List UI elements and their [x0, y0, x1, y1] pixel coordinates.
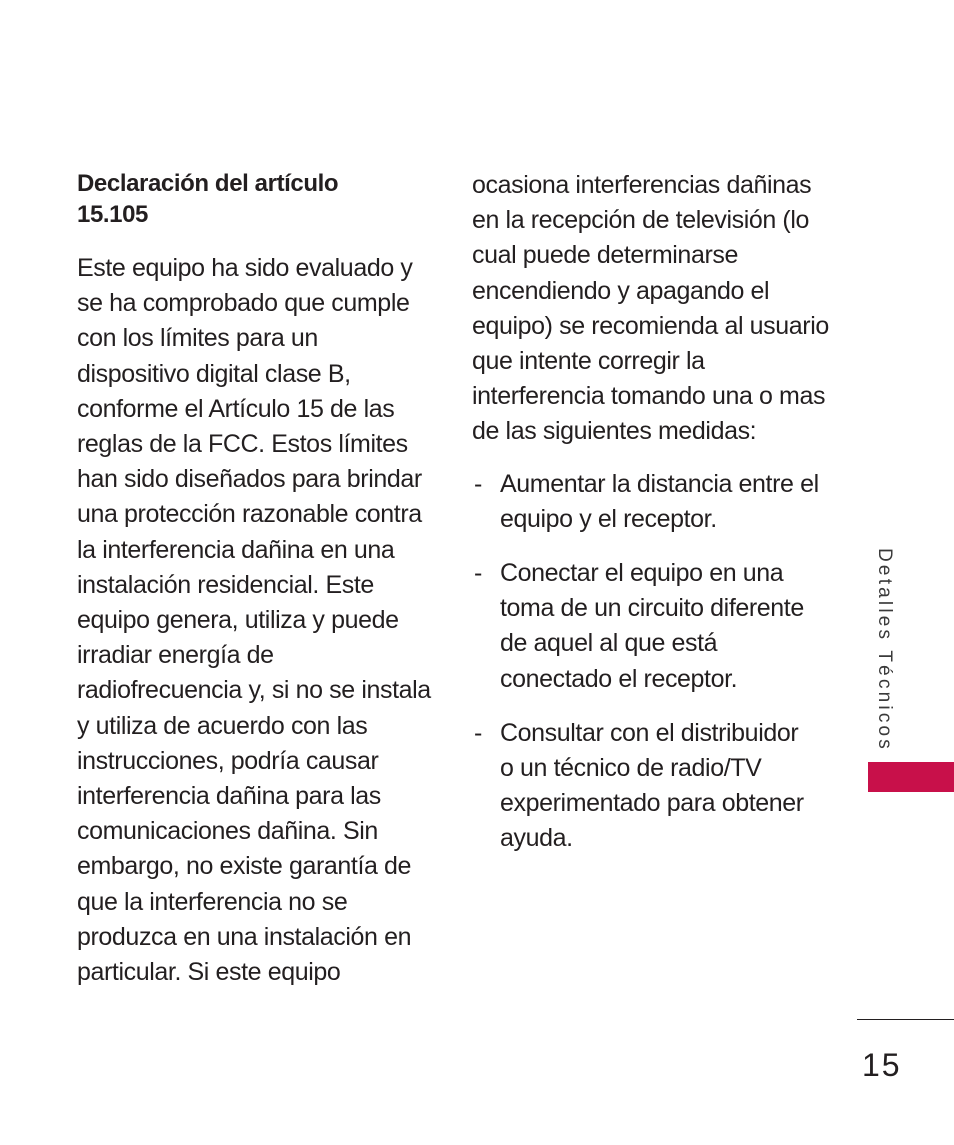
text-line: particular. Si este equipo: [77, 958, 341, 987]
text-line: instrucciones, podría causar: [77, 746, 379, 775]
text-line: Consultar con el distribuidor: [500, 718, 799, 747]
text-line: ocasiona interferencias dañinas: [472, 171, 812, 199]
text-line: con los límites para un: [77, 324, 318, 353]
right-column: [472, 168, 832, 876]
text-line: cual puede determinarse: [472, 241, 738, 270]
page-number: 15: [862, 1047, 902, 1083]
heading-line: 15.105: [77, 201, 149, 228]
footer-divider: [857, 1019, 954, 1020]
text-line: instalación residencial. Este: [77, 570, 374, 599]
body-paragraph: [472, 168, 832, 450]
text-line: Aumentar la distancia entre el: [500, 469, 819, 498]
section-heading: [77, 168, 427, 230]
text-line: que intente corregir la: [472, 347, 705, 376]
body-paragraph: [77, 251, 431, 990]
text-line: de aquel al que está: [500, 629, 718, 658]
text-line: o un técnico de radio/TV: [500, 754, 762, 783]
bullet-dash: -: [474, 469, 482, 498]
list-item: [472, 556, 832, 697]
text-line: conforme el Artículo 15 de las: [77, 394, 395, 423]
text-line: interferencia dañina para las: [77, 782, 381, 811]
text-line: la interferencia dañina en una: [77, 535, 395, 564]
bullet-dash: -: [474, 559, 482, 588]
text-line: se ha comprobado que cumple: [77, 289, 410, 318]
text-line: dispositivo digital clase B,: [77, 359, 351, 388]
text-line: han sido diseñados para brindar: [77, 465, 422, 494]
heading-line: Declaración del artículo: [77, 170, 339, 197]
measures-list: [472, 467, 832, 857]
text-line: ayuda.: [500, 824, 573, 853]
text-line: embargo, no existe garantía de: [77, 852, 412, 881]
text-line: equipo) se recomienda al usuario: [472, 311, 829, 340]
text-line: toma de un circuito diferente: [500, 594, 804, 623]
left-column: [77, 168, 431, 990]
text-line: en la recepción de televisión (lo: [472, 206, 810, 235]
text-line: radiofrecuencia y, si no se instala: [77, 676, 431, 705]
text-line: Este equipo ha sido evaluado y: [77, 254, 413, 282]
text-line: que la interferencia no se: [77, 887, 348, 916]
text-line: irradiar energía de: [77, 641, 274, 670]
list-item: [472, 716, 832, 857]
text-line: experimentado para obtener: [500, 789, 804, 818]
bullet-dash: -: [474, 718, 482, 747]
text-line: reglas de la FCC. Estos límites: [77, 430, 408, 459]
text-line: interferencia tomando una o mas: [472, 382, 826, 411]
text-line: produzca en una instalación en: [77, 922, 412, 951]
text-line: conectado el receptor.: [500, 664, 738, 693]
list-item: [472, 467, 832, 537]
text-line: comunicaciones dañina. Sin: [77, 817, 378, 846]
text-line: y utiliza de acuerdo con las: [77, 711, 368, 740]
text-line: encendiendo y apagando el: [472, 276, 770, 305]
text-line: equipo y el receptor.: [500, 504, 717, 533]
section-tab-marker: [868, 762, 954, 792]
text-line: de las siguientes medidas:: [472, 417, 757, 446]
section-side-label: Detalles Técnicos: [874, 548, 895, 753]
text-line: equipo genera, utiliza y puede: [77, 606, 399, 635]
text-line: Conectar el equipo en una: [500, 559, 784, 588]
text-line: una protección razonable contra: [77, 500, 422, 529]
